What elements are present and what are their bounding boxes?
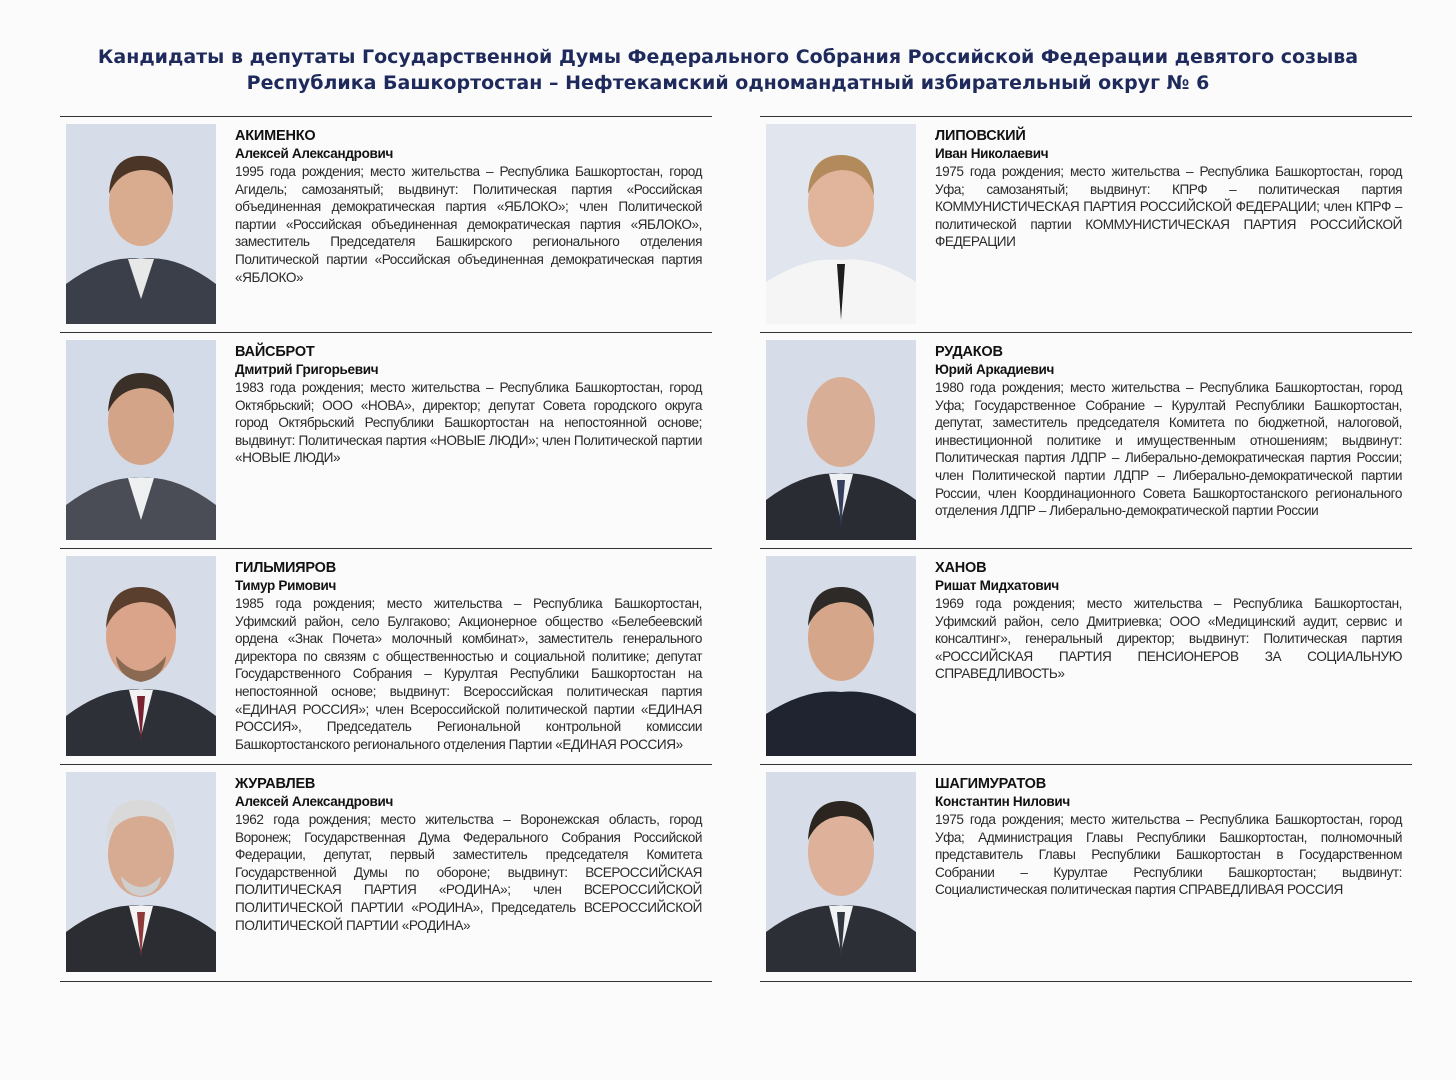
candidate-surname: ХАНОВ	[935, 560, 987, 576]
candidate-bio: 1975 года рождения; место жительства – Республика Башкортостан, город Уфа; самозанятый; выдвинут: КПРФ – политическая партия КОММУНИСТИЧЕСКАЯ ПАРТИЯ РОССИЙСКОЙ ФЕДЕРАЦИИ; член КПРФ – политической партии КОММУНИСТИЧЕСКАЯ ПАРТИЯ РОССИЙСКОЙ ФЕДЕРАЦИИ	[935, 164, 1402, 250]
candidate-photo	[66, 124, 216, 324]
candidate-given-name: Дмитрий Григорьевич	[235, 362, 379, 377]
candidate-card	[60, 548, 712, 764]
candidate-card	[60, 332, 712, 548]
candidate-card	[760, 548, 1412, 764]
candidate-surname: ГИЛЬМИЯРОВ	[235, 560, 337, 576]
candidate-bio: 1969 года рождения; место жительства – Республика Башкортостан, Уфимский район, село Дмитриевка; ООО «Медицинский аудит, сервис и консалтинг», генеральный директор; выдвинут: Политическая партия «РОССИЙСКАЯ ПАРТИЯ ПЕНСИОНЕРОВ ЗА СОЦИАЛЬНУЮ СПРАВЕДЛИВОСТЬ»	[935, 596, 1402, 682]
candidates-right-column	[760, 116, 1412, 982]
header-title: Кандидаты в депутаты Государственной Думы Федерального Собрания Российской Федерации девятого созыва	[97, 46, 1359, 68]
candidate-bio: 1995 года рождения; место жительства – Республика Башкортостан, город Агидель; самозанятый; выдвинут: Политическая партия «Российская объединенная демократическая партия «ЯБЛОКО»; член Политической партии «Российская объединенная демократическая партия «ЯБЛОКО», заместитель Председателя Башкирского регионального отделения Политической партии «Российская объединенная демократическая партия «ЯБЛОКО»	[235, 164, 702, 285]
candidate-photo	[766, 340, 916, 540]
candidate-given-name: Юрий Аркадиевич	[935, 362, 1055, 377]
candidate-bio: 1975 года рождения; место жительства – Республика Башкортостан, город Уфа; Администрация Главы Республики Башкортостан, полномочный представитель Главы Республики Башкортостан в Государственном Собрании – Курултае Республики Башкортостан; выдвинут: Социалистическая политическая партия СПРАВЕДЛИВАЯ РОССИЯ	[935, 812, 1402, 898]
candidate-bio: 1985 года рождения; место жительства – Республика Башкортостан, Уфимский район, село Булгаково; Акционерное общество «Белебеевский ордена «Знак Почета» молочный комбинат», заместитель генерального директора по связям с общественностью и социальной политике; депутат Государственного Собрания – Курултая Республики Башкортостан на непостоянной основе; выдвинут: Всероссийская политическая партия «ЕДИНАЯ РОССИЯ»; член Всероссийской политической партии «ЕДИНАЯ РОССИЯ», Председатель Региональной контрольной комиссии Башкортостанского регионального отделения Партии «ЕДИНАЯ РОССИЯ»	[235, 596, 702, 752]
candidate-surname: ЖУРАВЛЕВ	[235, 776, 316, 792]
document-header	[0, 44, 1456, 96]
candidates-left-column	[60, 116, 712, 982]
candidate-photo	[66, 772, 216, 972]
candidate-card	[760, 332, 1412, 548]
candidate-card	[760, 116, 1412, 332]
candidate-given-name: Константин Нилович	[935, 794, 1070, 809]
candidate-given-name: Иван Николаевич	[935, 146, 1049, 161]
candidate-given-name: Ришат Мидхатович	[935, 578, 1059, 593]
header-subtitle: Республика Башкортостан – Нефтекамский одномандатный избирательный округ № 6	[246, 72, 1210, 94]
candidate-given-name: Алексей Александрович	[235, 146, 394, 161]
candidate-bio: 1983 года рождения; место жительства – Республика Башкортостан, город Октябрьский; ООО «НОВА», директор; депутат Совета городского округа город Октябрьский Республики Башкортостан на непостоянной основе; выдвинут: Политическая партия «НОВЫЕ ЛЮДИ»; член Политической партии «НОВЫЕ ЛЮДИ»	[235, 380, 702, 466]
candidate-card	[760, 764, 1412, 982]
candidate-surname: РУДАКОВ	[935, 344, 1003, 360]
candidate-surname: ВАЙСБРОТ	[235, 344, 315, 360]
candidate-given-name: Тимур Римович	[235, 578, 337, 593]
candidate-photo	[66, 340, 216, 540]
candidate-bio: 1980 года рождения; место жительства – Республика Башкортостан, город Уфа; Государственное Собрание – Курултай Республики Башкортостан, депутат, заместитель председателя Комитета по бюджетной, налоговой, инвестиционной политике и имущественным отношениям; выдвинут: Политическая партия ЛДПР – Либерально-демократическая партия России; член Политической партии ЛДПР – Либерально-демократической партии России, член Координационного Совета Башкортостанского регионального отделения ЛДПР – Либерально-демократической партии России	[935, 380, 1402, 519]
candidate-given-name: Алексей Александрович	[235, 794, 394, 809]
candidate-surname: ШАГИМУРАТОВ	[935, 776, 1046, 792]
candidate-card	[60, 116, 712, 332]
candidate-photo	[66, 556, 216, 756]
candidate-surname: АКИМЕНКО	[235, 128, 316, 144]
candidate-photo	[766, 772, 916, 972]
candidate-bio: 1962 года рождения; место жительства – Воронежская область, город Воронеж; Государственная Дума Федерального Собрания Российской Федерации, депутат, первый заместитель председателя Комитета Государственной Думы по обороне; выдвинут: ВСЕРОССИЙСКАЯ ПОЛИТИЧЕСКАЯ ПАРТИЯ «РОДИНА»; член ВСЕРОССИЙСКОЙ ПОЛИТИЧЕСКОЙ ПАРТИИ «РОДИНА», Председатель ВСЕРОССИЙСКОЙ ПОЛИТИЧЕСКОЙ ПАРТИИ «РОДИНА»	[235, 812, 702, 933]
candidate-photo	[766, 556, 916, 756]
candidate-card	[60, 764, 712, 982]
candidate-surname: ЛИПОВСКИЙ	[935, 128, 1026, 144]
candidate-photo	[766, 124, 916, 324]
